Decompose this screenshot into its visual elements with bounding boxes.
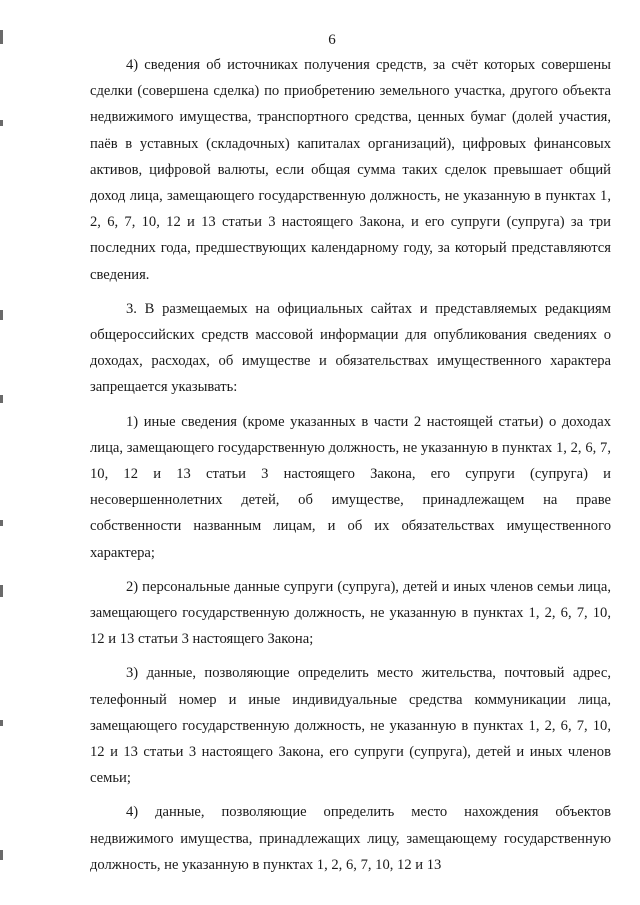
paragraph-item-3-residence-data: 3) данные, позволяющие определить место жительства, почтовый адрес, телефонный номер и иные индивидуальные средства коммуникации лица, замещающего государственную должность, не указанную в пунктах 1, 2, 6, 7, 10, 12 и 13 статьи 3 настоящего Закона, его супруги (супруга), детей и иных членов семьи; [90,665,611,787]
paragraph-item-4-property-location: 4) данные, позволяющие определить место нахождения объектов недвижимого имущества, принадлежащих лицу, замещающему государственную должность, не указанную в пунктах 1, 2, 6, 7, 10, 12 и 13 [90,804,611,873]
paragraph-part-3: 3. В размещаемых на официальных сайтах и представляемых редакциям общероссийских средств массовой информации для опубликования сведениях о доходах, расходах, об имуществе и обязательствах имущественного характера запрещается указывать: [90,300,611,396]
paragraph-item-2-personal-data: 2) персональные данные супруги (супруга), детей и иных членов семьи лица, замещающего государственную должность, не указанную в пунктах 1, 2, 6, 7, 10, 12 и 13 статьи 3 настоящего Закона; [90,578,611,648]
document-body [90,52,611,878]
paragraph-item-1-other-info: 1) иные сведения (кроме указанных в части 2 настоящей статьи) о доходах лица, замещающего государственную должность, не указанную в пунктах 1, 2, 6, 7, 10, 12 и 13 статьи 3 настоящего Закона, его супруги (супруга) и несовершеннолетних детей, об имуществе, принадлежащем на праве собственности названным лицам, и об их обязательствах имущественного характера; [90,413,611,561]
paragraph-item-4-sources: 4) сведения об источниках получения средств, за счёт которых совершены сделки (совершена сделка) по приобретению земельного участка, другого объекта недвижимого имущества, транспортного средства, ценных бумаг (долей участия, паёв в уставных (складочных) капиталах организаций), цифровых финансовых активов, цифровой валюты, если общая сумма таких сделок превышает общий доход лица, замещающего государственную должность, не указанную в пунктах 1, 2, 6, 7, 10, 12 и 13 статьи 3 настоящего Закона, и его супруги (супруга) за три последних года, предшествующих календарному году, за который представляются сведения. [90,57,611,283]
binding-edge [0,0,6,905]
page-number: 6 [328,32,336,48]
